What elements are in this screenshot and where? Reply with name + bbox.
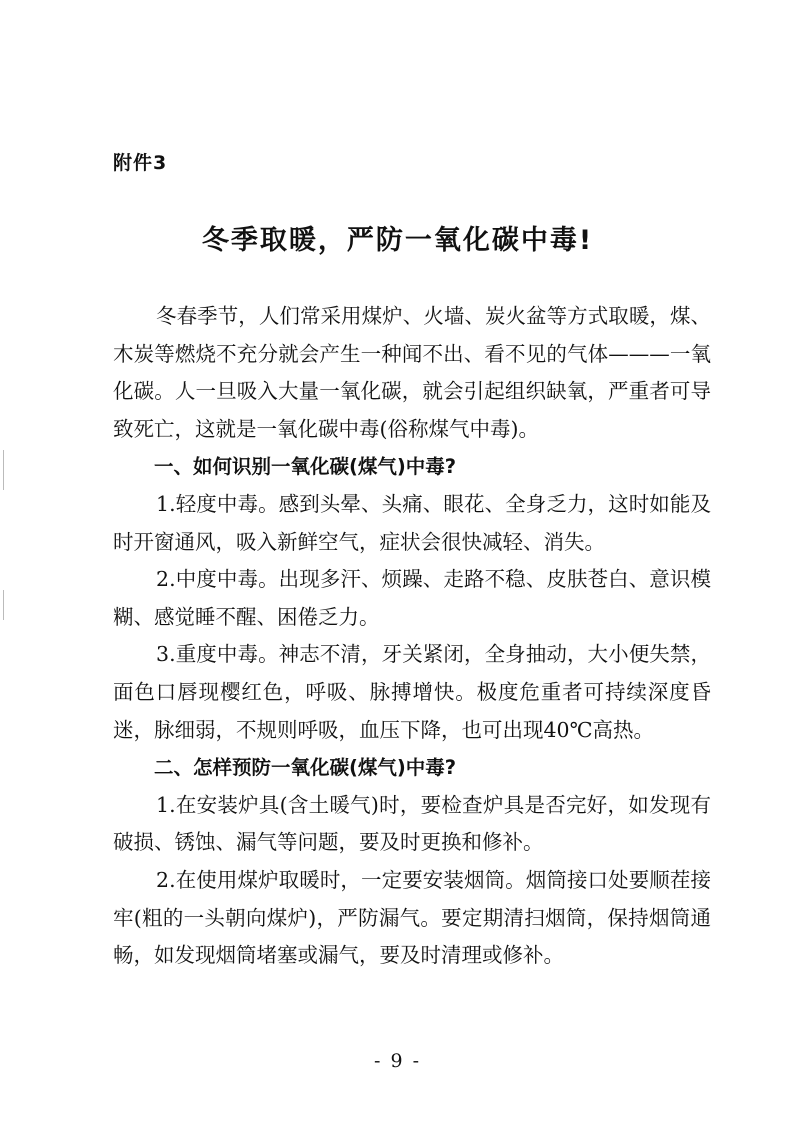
paragraph-mild-poisoning: 1.轻度中毒。感到头晕、头痛、眼花、全身乏力，这时如能及时开窗通风，吸入新鲜空气，症状会很快减轻、消失。: [113, 491, 711, 554]
paragraph-severe-poisoning: 3.重度中毒。神志不清，牙关紧闭，全身抽动，大小便失禁，面色口唇现樱红色，呼吸、脉搏增快。极度危重者可持续深度昏迷，脉细弱，不规则呼吸，血压下降，也可出现40℃高热。: [113, 642, 711, 742]
intro-paragraph: 冬春季节，人们常采用煤炉、火墙、炭火盆等方式取暖，煤、木炭等燃烧不充分就会产生一种闻不出、看不见的气体———一氧化碳。人一旦吸入大量一氧化碳，就会引起组织缺氧，严重者可导致死亡，这就是一氧化碳中毒(俗称煤气中毒)。: [113, 304, 711, 441]
section-heading-prevent: 二、怎样预防一氧化碳(煤气)中毒?: [153, 756, 457, 780]
paragraph-install-stove: 1.在安装炉具(含土暖气)时，要检查炉具是否完好，如发现有破损、锈蚀、漏气等问题，要及时更换和修补。: [113, 792, 711, 855]
scan-edge-mark: [3, 590, 4, 620]
paragraph-moderate-poisoning: 2.中度中毒。出现多汗、烦躁、走路不稳、皮肤苍白、意识模糊、感觉睡不醒、困倦乏力。: [113, 567, 711, 629]
document-body: [113, 298, 711, 975]
scan-edge-mark: [3, 450, 4, 490]
attachment-label: 附件3: [113, 152, 168, 174]
document-title: 冬季取暖，严防一氧化碳中毒!: [201, 225, 594, 256]
section-heading-identify: 一、如何识别一氧化碳(煤气)中毒?: [153, 455, 457, 479]
paragraph-use-chimney: 2.在使用煤炉取暖时，一定要安装烟筒。烟筒接口处要顺茬接牢(粗的一头朝向煤炉)，严防漏气。要定期清扫烟筒，保持烟筒通畅，如发现烟筒堵塞或漏气，要及时清理或修补。: [113, 867, 711, 968]
page-number: - 9 -: [373, 1050, 421, 1072]
